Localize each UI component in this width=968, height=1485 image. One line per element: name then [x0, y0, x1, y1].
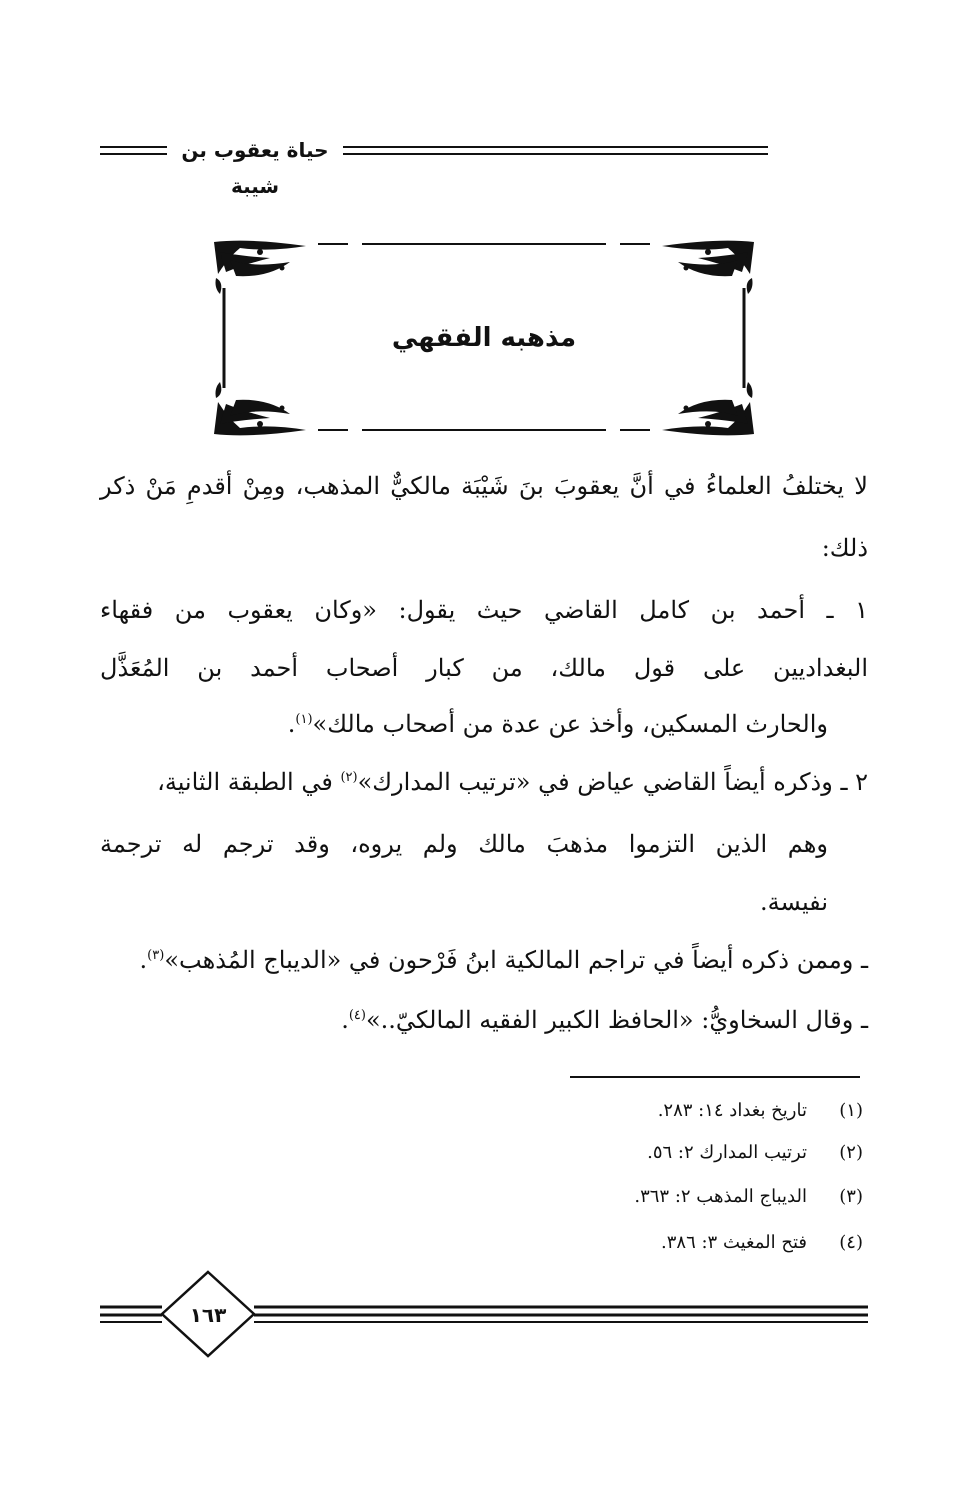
- footnote-3-number: (٣): [839, 1186, 863, 1207]
- item-3-text: ـ وممن ذكره أيضاً في تراجم المالكية ابنُ فَرْحون في «الديباج المُذهب»: [164, 946, 868, 974]
- item-2-line-1-tail: في الطبقة الثانية،: [157, 768, 333, 796]
- footnote-1-text: تاريخ بغداد ١٤: ٢٨٣.: [657, 1100, 807, 1121]
- footnote-4-number: (٤): [839, 1232, 863, 1253]
- footnote-2: [463, 1138, 863, 1168]
- item-2-line-3: نفيسة.: [760, 888, 828, 916]
- item-3-line: ـ وممن ذكره أيضاً في تراجم المالكية ابنُ فَرْحون في «الديباج المُذهب»$^{(٣)}$.: [139, 946, 868, 974]
- footnote-ref-1: (١): [295, 712, 313, 727]
- page-number: ١٦٣: [189, 1303, 227, 1327]
- footnote-ref-4: (٤): [348, 1008, 366, 1023]
- header-rule-right: [343, 146, 768, 155]
- item-1-line-2: البغداديين على قول مالك، من كبار أصحاب أحمد بن المُعَذَّل: [100, 654, 868, 682]
- item-2-line-2: وهم الذين التزموا مذهبَ مالك ولم يروه، وقد ترجم له ترجمة: [100, 830, 828, 858]
- running-title: حياة يعقوب بن شيبة: [181, 138, 329, 198]
- body-line-1: لا يختلفُ العلماءُ في أنَّ يعقوبَ بنَ شَيْبَة مالكيٌّ المذهب، ومِنْ أقدمِ مَنْ ذكر: [100, 472, 868, 500]
- footnote-1-number: (١): [839, 1100, 863, 1121]
- footnote-1: [463, 1096, 863, 1126]
- page-footer: [100, 1270, 868, 1360]
- footnote-4: [463, 1228, 863, 1258]
- footnote-ref-3: (٣): [147, 948, 165, 963]
- item-2-line-1: [100, 758, 868, 806]
- footnote-4-text: فتح المغيث ٣: ٣٨٦.: [661, 1232, 807, 1253]
- section-title-frame: [210, 238, 758, 438]
- footnote-3: [463, 1182, 863, 1212]
- body-line-2: ذلك:: [821, 534, 868, 562]
- footnote-2-number: (٢): [839, 1142, 863, 1163]
- header-rule-left: [100, 146, 167, 155]
- item-1-line-3: والحارث المسكين، وأخذ عن عدة من أصحاب مالك»$^{(١)}$.: [287, 710, 828, 738]
- footnote-separator: [570, 1076, 860, 1078]
- item-2-line-1-text: ٢ ـ وذكره أيضاً القاضي عياض في «ترتيب المدارك»: [357, 768, 868, 796]
- item-4-line: ـ وقال السخاويُّ: «الحافظ الكبير الفقيه المالكيّ..»$^{(٤)}$.: [341, 1006, 868, 1034]
- running-header: [100, 132, 868, 198]
- section-title: مذهبه الفقهي: [391, 323, 577, 353]
- footnote-ref-2: (٢): [340, 770, 358, 785]
- footnote-3-text: الديباج المذهب ٢: ٣٦٣.: [634, 1186, 807, 1207]
- item-4-text: ـ وقال السخاويُّ: «الحافظ الكبير الفقيه المالكيّ..»: [365, 1006, 868, 1034]
- item-1-line-3-text: والحارث المسكين، وأخذ عن عدة من أصحاب مالك»: [312, 710, 828, 738]
- item-1-line-1: ١ ـ أحمد بن كامل القاضي حيث يقول: «وكان يعقوب من فقهاء: [100, 596, 868, 624]
- footnote-2-text: ترتيب المدارك ٢: ٥٦.: [647, 1142, 807, 1163]
